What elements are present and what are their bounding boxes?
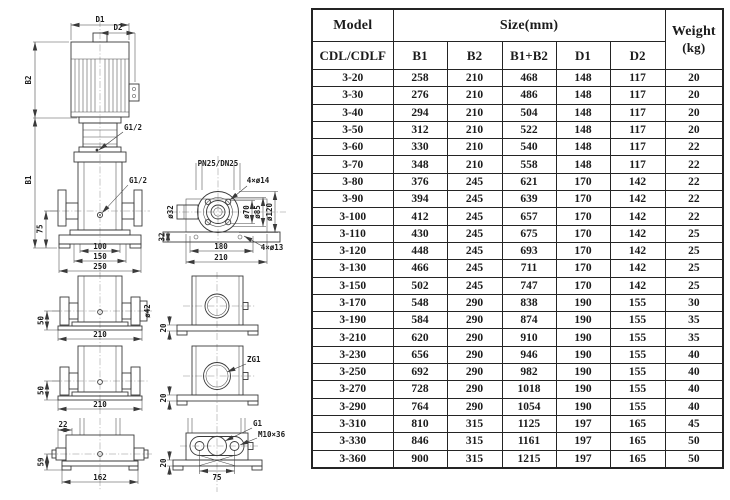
dim-label-180: 180 (214, 242, 228, 251)
table-cell: 540 (502, 139, 556, 156)
header-d1: D1 (556, 42, 610, 70)
table-row (312, 415, 723, 432)
dim-label-150: 150 (93, 252, 107, 261)
table-cell: 3-30 (312, 87, 393, 104)
table-cell: 148 (556, 139, 610, 156)
table-cell: 245 (447, 260, 502, 277)
vent-plug (96, 149, 99, 152)
table-cell: 165 (610, 415, 665, 432)
table-cell: 210 (447, 139, 502, 156)
table-cell: 245 (447, 277, 502, 294)
table-cell: 3-130 (312, 260, 393, 277)
table-cell: 155 (610, 398, 665, 415)
table-cell: 245 (447, 242, 502, 259)
table-cell: 466 (393, 260, 447, 277)
dia-label-85: ø85 (253, 205, 262, 219)
table-cell: 155 (610, 381, 665, 398)
table-cell: 190 (556, 381, 610, 398)
table-cell: 22 (665, 191, 723, 208)
table-cell: 312 (393, 121, 447, 138)
dia-label-42: ø42 (143, 304, 152, 318)
table-cell: 155 (610, 329, 665, 346)
table-cell: 30 (665, 294, 723, 311)
table-cell: 290 (447, 329, 502, 346)
table-cell: 22 (665, 208, 723, 225)
suction-flange (58, 190, 66, 226)
table-cell: 210 (447, 121, 502, 138)
table-cell: 330 (393, 139, 447, 156)
table-cell: 504 (502, 104, 556, 121)
dim-label-32: 32 (157, 232, 167, 242)
table-cell: 190 (556, 346, 610, 363)
dim-label-50-bottom: 59 (36, 457, 46, 467)
dia-label-32: ø32 (166, 205, 175, 219)
table-cell: 315 (447, 415, 502, 432)
header-weight-line2: (kg) (682, 40, 706, 56)
table-cell: 258 (393, 70, 447, 87)
table-cell: 1161 (502, 433, 556, 450)
table-cell: 142 (610, 260, 665, 277)
dim-label-b1: B1 (24, 175, 33, 185)
dia-label-120: ø120 (265, 202, 274, 222)
table-cell: 148 (556, 156, 610, 173)
table-cell: 412 (393, 208, 447, 225)
table-cell: 1125 (502, 415, 556, 432)
table-cell: 315 (447, 450, 502, 468)
table-cell: 210 (447, 70, 502, 87)
table-cell: 170 (556, 225, 610, 242)
table-cell: 20 (665, 104, 723, 121)
side-view-bottom (37, 418, 153, 490)
table-cell: 900 (393, 450, 447, 468)
table-cell: 170 (556, 191, 610, 208)
table-cell: 170 (556, 260, 610, 277)
table-cell: 117 (610, 87, 665, 104)
table-cell: 142 (610, 191, 665, 208)
table-cell: 190 (556, 312, 610, 329)
table-row (312, 398, 723, 415)
table-row (312, 277, 723, 294)
table-cell: 764 (393, 398, 447, 415)
table-cell: 25 (665, 260, 723, 277)
table-row (312, 121, 723, 138)
table-row (312, 346, 723, 363)
table-cell: 117 (610, 70, 665, 87)
table-row (312, 173, 723, 190)
table-row (312, 381, 723, 398)
table-row (312, 104, 723, 121)
discharge-flange (134, 190, 142, 226)
table-cell: 148 (556, 104, 610, 121)
table-cell: 117 (610, 156, 665, 173)
table-row (312, 156, 723, 173)
table-cell: 982 (502, 364, 556, 381)
port-label-g1: G1 (253, 419, 263, 428)
table-cell: 348 (393, 156, 447, 173)
header-size: Size(mm) (393, 9, 665, 42)
table-cell: 190 (556, 294, 610, 311)
table-cell: 558 (502, 156, 556, 173)
table-cell: 170 (556, 242, 610, 259)
table-cell: 245 (447, 173, 502, 190)
table-cell: 25 (665, 242, 723, 259)
table-cell: 20 (665, 70, 723, 87)
dim-label-b2: B2 (24, 75, 33, 85)
table-row (312, 260, 723, 277)
table-cell: 522 (502, 121, 556, 138)
table-cell: 675 (502, 225, 556, 242)
table-cell: 3-270 (312, 381, 393, 398)
table-row (312, 225, 723, 242)
table-cell: 210 (447, 87, 502, 104)
table-cell: 3-110 (312, 225, 393, 242)
table-cell: 430 (393, 225, 447, 242)
dia-label-70: ø70 (242, 205, 251, 219)
dim-label-20-bottom: 20 (159, 458, 168, 468)
table-cell: 3-310 (312, 415, 393, 432)
port-label-g12-drain: G1/2 (129, 176, 148, 185)
end-view-bottom (159, 414, 286, 492)
table-cell: 290 (447, 312, 502, 329)
table-row (312, 433, 723, 450)
terminal-box (129, 84, 139, 101)
table-cell: 294 (393, 104, 447, 121)
table-cell: 728 (393, 381, 447, 398)
table-cell: 838 (502, 294, 556, 311)
pump-technical-drawing (0, 0, 310, 500)
table-cell: 142 (610, 277, 665, 294)
table-row (312, 294, 723, 311)
table-row (312, 242, 723, 259)
table-cell: 170 (556, 173, 610, 190)
side-view-middle (37, 346, 149, 416)
dim-label-50-mid: 50 (36, 385, 46, 396)
table-cell: 40 (665, 364, 723, 381)
table-cell: 3-170 (312, 294, 393, 311)
header-b1: B1 (393, 42, 447, 70)
dim-label-162: 162 (93, 473, 107, 482)
table-cell: 290 (447, 294, 502, 311)
table-cell: 22 (665, 173, 723, 190)
table-cell: 117 (610, 139, 665, 156)
table-cell: 155 (610, 346, 665, 363)
table-cell: 40 (665, 346, 723, 363)
table-cell: 25 (665, 277, 723, 294)
table-row (312, 208, 723, 225)
table-cell: 639 (502, 191, 556, 208)
table-body (312, 70, 723, 468)
end-view-middle (159, 344, 261, 412)
table-cell: 3-190 (312, 312, 393, 329)
table-cell: 290 (447, 398, 502, 415)
table-cell: 946 (502, 346, 556, 363)
table-cell: 210 (447, 104, 502, 121)
table-cell: 45 (665, 415, 723, 432)
table-cell: 197 (556, 433, 610, 450)
table-cell: 468 (502, 70, 556, 87)
table-cell: 117 (610, 104, 665, 121)
dim-label-250: 250 (93, 262, 107, 271)
dim-label-d2: D2 (113, 23, 123, 32)
table-row (312, 450, 723, 468)
table-cell: 810 (393, 415, 447, 432)
table-cell: 3-20 (312, 70, 393, 87)
table-cell: 3-90 (312, 191, 393, 208)
table-cell: 3-40 (312, 104, 393, 121)
dim-label-d1: D1 (95, 15, 105, 24)
table-cell: 693 (502, 242, 556, 259)
table-cell: 148 (556, 70, 610, 87)
table-cell: 35 (665, 329, 723, 346)
bolt-holes-label-base: 4×ø13 (260, 243, 284, 252)
header-d2: D2 (610, 42, 665, 70)
dimensions-table (311, 8, 724, 469)
table-cell: 3-210 (312, 329, 393, 346)
table-cell: 3-230 (312, 346, 393, 363)
table-cell: 1018 (502, 381, 556, 398)
header-weight (665, 9, 723, 70)
dim-label-75-end: 75 (212, 473, 222, 482)
flange-spec-label: PN25/DN25 (197, 159, 239, 168)
table-cell: 276 (393, 87, 447, 104)
header-b2: B2 (447, 42, 502, 70)
table-cell: 35 (665, 312, 723, 329)
table-cell: 25 (665, 225, 723, 242)
table-cell: 290 (447, 346, 502, 363)
table-row (312, 87, 723, 104)
table-cell: 315 (447, 433, 502, 450)
table-cell: 50 (665, 450, 723, 468)
header-model: Model (312, 9, 393, 42)
table-cell: 874 (502, 312, 556, 329)
table-cell: 155 (610, 312, 665, 329)
table-row (312, 139, 723, 156)
table-cell: 1215 (502, 450, 556, 468)
table-cell: 3-60 (312, 139, 393, 156)
end-view-top (159, 272, 258, 341)
table-cell: 165 (610, 433, 665, 450)
header-b1b2: B1+B2 (502, 42, 556, 70)
plan-view (158, 156, 287, 264)
table-cell: 20 (665, 121, 723, 138)
table-cell: 3-70 (312, 156, 393, 173)
table-cell: 376 (393, 173, 447, 190)
table-cell: 657 (502, 208, 556, 225)
dim-label-20-mid: 20 (159, 393, 168, 403)
table-row (312, 312, 723, 329)
table-row (312, 191, 723, 208)
table-cell: 3-150 (312, 277, 393, 294)
port-label-g12-vent: G1/2 (124, 123, 143, 132)
table-cell: 290 (447, 381, 502, 398)
table-cell: 3-80 (312, 173, 393, 190)
table-cell: 22 (665, 156, 723, 173)
dim-label-210-top: 210 (93, 330, 107, 339)
stud-label-m10x36: M10×36 (258, 430, 286, 439)
table-cell: 20 (665, 87, 723, 104)
dim-label-50-top: 50 (36, 315, 46, 326)
table-cell: 3-330 (312, 433, 393, 450)
base-plate-plan (163, 232, 280, 242)
table-cell: 747 (502, 277, 556, 294)
table-cell: 148 (556, 87, 610, 104)
table-cell: 3-360 (312, 450, 393, 468)
table-cell: 22 (665, 139, 723, 156)
table-cell: 40 (665, 381, 723, 398)
table-cell: 245 (447, 191, 502, 208)
table-cell: 1054 (502, 398, 556, 415)
table-cell: 584 (393, 312, 447, 329)
table-cell: 197 (556, 415, 610, 432)
table-cell: 210 (447, 156, 502, 173)
table-cell: 40 (665, 398, 723, 415)
dim-label-22: 22 (58, 420, 68, 429)
table-cell: 621 (502, 173, 556, 190)
table-cell: 502 (393, 277, 447, 294)
table-cell: 190 (556, 364, 610, 381)
table-cell: 711 (502, 260, 556, 277)
table-cell: 290 (447, 364, 502, 381)
table-cell: 142 (610, 242, 665, 259)
table-header (312, 9, 723, 70)
table-cell: 394 (393, 191, 447, 208)
table-cell: 148 (556, 121, 610, 138)
table-cell: 170 (556, 208, 610, 225)
table-cell: 910 (502, 329, 556, 346)
table-cell: 50 (665, 433, 723, 450)
table-cell: 3-250 (312, 364, 393, 381)
technical-drawing-svg (0, 0, 310, 500)
table-cell: 165 (610, 450, 665, 468)
table-cell: 245 (447, 208, 502, 225)
table-cell: 155 (610, 364, 665, 381)
table-cell: 142 (610, 173, 665, 190)
table-cell: 448 (393, 242, 447, 259)
table-cell: 846 (393, 433, 447, 450)
dim-label-210-mid: 210 (93, 400, 107, 409)
table-cell: 3-290 (312, 398, 393, 415)
table-cell: 190 (556, 398, 610, 415)
header-weight-line1: Weight (671, 23, 716, 39)
port-label-zg1: ZG1 (247, 355, 261, 364)
table-cell: 245 (447, 225, 502, 242)
table-cell: 170 (556, 277, 610, 294)
dim-label-100: 100 (93, 242, 107, 251)
table-cell: 142 (610, 208, 665, 225)
side-view-top (37, 272, 153, 346)
table-cell: 548 (393, 294, 447, 311)
dim-label-75: 75 (35, 224, 45, 234)
table-cell: 3-50 (312, 121, 393, 138)
table-cell: 486 (502, 87, 556, 104)
table-row (312, 329, 723, 346)
table-cell: 190 (556, 329, 610, 346)
table-cell: 692 (393, 364, 447, 381)
bolt-holes-label-top: 4×ø14 (246, 176, 270, 185)
table-row (312, 70, 723, 87)
table-cell: 155 (610, 294, 665, 311)
table-cell: 656 (393, 346, 447, 363)
header-model-series: CDL/CDLF (312, 42, 393, 70)
table-cell: 117 (610, 121, 665, 138)
table-cell: 197 (556, 450, 610, 468)
dim-label-210-plan: 210 (214, 253, 228, 262)
table-cell: 142 (610, 225, 665, 242)
table-cell: 620 (393, 329, 447, 346)
table-cell: 3-100 (312, 208, 393, 225)
dim-label-20-top: 20 (159, 323, 168, 333)
table-row (312, 364, 723, 381)
front-view (24, 15, 150, 274)
table-cell: 3-120 (312, 242, 393, 259)
